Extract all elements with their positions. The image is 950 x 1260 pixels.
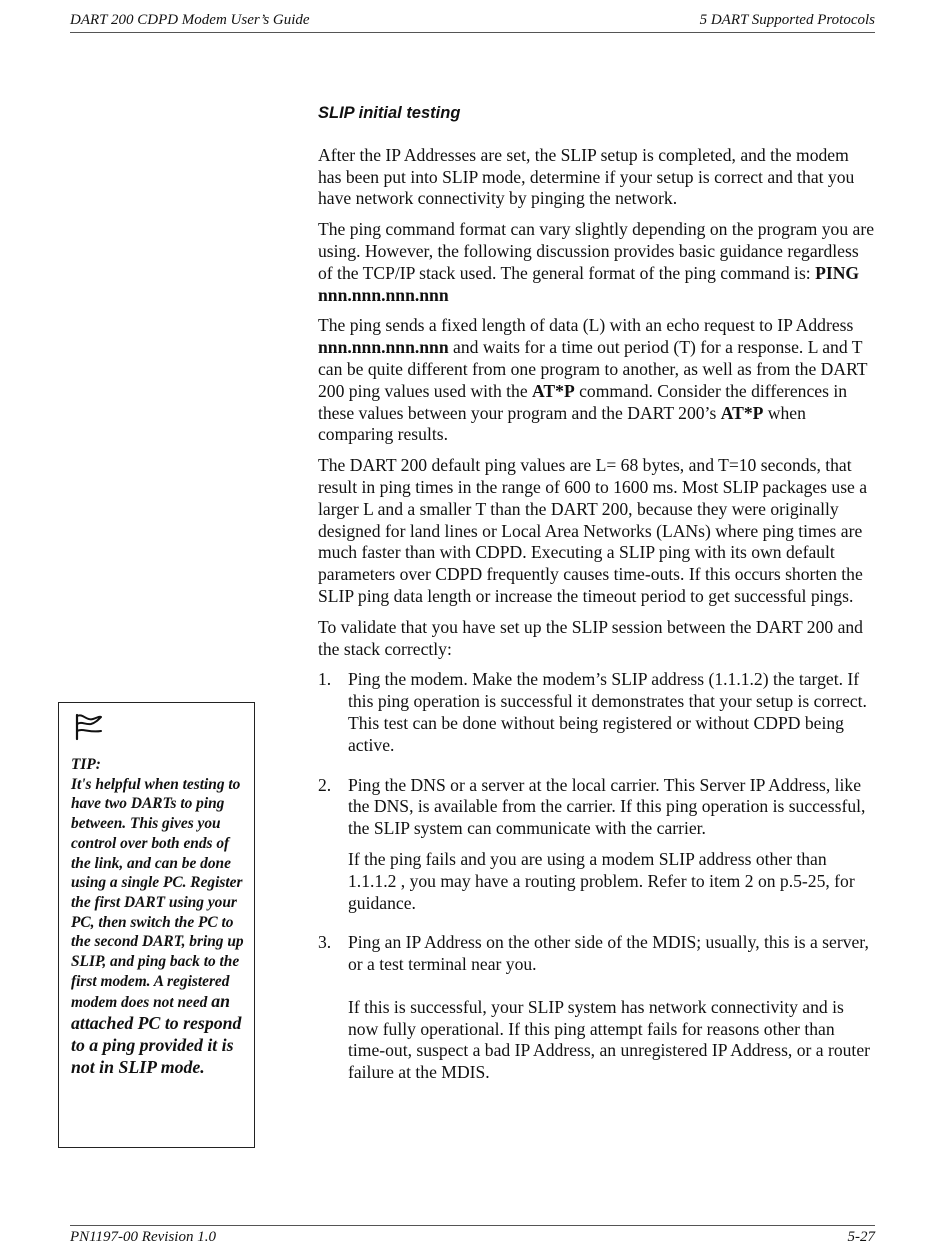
paragraph-default-values: The DART 200 default ping values are L= 68 bytes, and T=10 seconds, that result in ping times in the range of 600 to 1600 ms. Most SLIP packages use a larger L and a smaller T than the DART 200, because they were originally designed for land lines or Local Area Networks (LANs) where ping times are much faster than with CDPD. Executing a SLIP ping with its own default parameters over CDPD frequently causes time-outs. If this occurs shorten the SLIP ping data length or increase the timeout period to get successful pings.: [318, 455, 868, 606]
ping-sends-text-b: and waits for a time out period (T) for a response. L and T can be quite different from one program to another, as well as from the DART 200 ping values used with the: [318, 337, 868, 401]
ping-format-text: The ping command format can vary slightly depending on the program you are using. However, the following discussion provides basic guidance regardless of the TCP/IP stack used. The general format of the ping command is:: [318, 219, 874, 283]
atp-command-2: AT*P: [720, 402, 764, 423]
header-chapter-title: 5 DART Supported Protocols: [699, 12, 875, 28]
step-text: Ping an IP Address on the other side of the MDIS; usually, this is a server, or a test terminal near you.: [348, 932, 869, 975]
footer-part-number: PN1197-00 Revision 1.0: [70, 1229, 216, 1245]
step-number: 3.: [318, 932, 332, 953]
step-number: 2.: [318, 774, 332, 795]
atp-command-1: AT*P: [532, 380, 575, 401]
flag-icon: [71, 711, 105, 741]
step-body: [348, 775, 874, 924]
tip-box: [58, 702, 255, 1148]
page-header: [70, 12, 875, 33]
step-extra-text: If this is successful, your SLIP system has network connectivity and is now fully operational. If this ping attempt fails for reasons other than time-out, suspect a bad IP Address, an unregistered IP Address, or a router failure at the MDIS.: [348, 996, 870, 1083]
tip-label: TIP:: [71, 756, 101, 773]
step-text: Ping the modem. Make the modem’s SLIP address (1.1.1.2) the target. If this ping operation is successful it demonstrates that your setup is correct. This test can be done without being registered or without CDPD being active.: [348, 669, 867, 755]
step-extra-text: If the ping fails and you are using a modem SLIP address other than 1.1.1.2 , you may have a routing problem. Refer to item 2 on p.5-25, for guidance.: [348, 848, 855, 913]
section-title: SLIP initial testing: [318, 104, 461, 122]
paragraph-intro: After the IP Addresses are set, the SLIP setup is completed, and the modem has been put into SLIP mode, determine if your setup is correct and that you have network connectivity by pinging the network.: [318, 144, 855, 209]
header-doc-title: DART 200 CDPD Modem User’s Guide: [70, 12, 310, 28]
paragraph-ping-sends: [318, 315, 874, 446]
list-item: [318, 775, 874, 924]
ping-command: PING nnn.nnn.nnn.nnn: [318, 262, 860, 305]
page-footer: [70, 1225, 875, 1246]
ping-sends-text-a: The ping sends a fixed length of data (L) with an echo request to IP Address: [318, 315, 854, 336]
list-item: [318, 932, 874, 1093]
step-body: [348, 932, 874, 1093]
main-content: [318, 103, 874, 1102]
tip-body: It's helpful when testing to have two DARTs to ping between. This gives you control over both ends of the link, and can be done using a single PC. Register the first DART using your PC, then switch the PC to the second DART, bring up SLIP, and ping back to the first modem. A registered modem does not need: [71, 775, 244, 1012]
tip-body-large: an attached PC to respond to a ping provided it is not in SLIP mode.: [71, 991, 242, 1077]
step-body: [348, 669, 874, 765]
steps-list: [318, 669, 874, 1093]
paragraph-validate: To validate that you have set up the SLIP session between the DART 200 and the stack correctly:: [318, 616, 863, 659]
list-item: [318, 669, 874, 765]
tip-text: [71, 775, 244, 1079]
ping-sends-text-c: command. Consider the differences in these values between your program and the DART 200’s: [318, 380, 848, 423]
step-number: 1.: [318, 669, 332, 690]
step-text: Ping the DNS or a server at the local carrier. This Server IP Address, like the DNS, is available from the carrier. If this ping operation is successful, the SLIP system can communicate with the carrier.: [348, 774, 866, 839]
page-number: 5-27: [847, 1229, 875, 1245]
ping-sends-text-d: when comparing results.: [318, 402, 806, 445]
paragraph-ping-format: [318, 219, 874, 306]
ping-address: nnn.nnn.nnn.nnn: [318, 337, 449, 358]
